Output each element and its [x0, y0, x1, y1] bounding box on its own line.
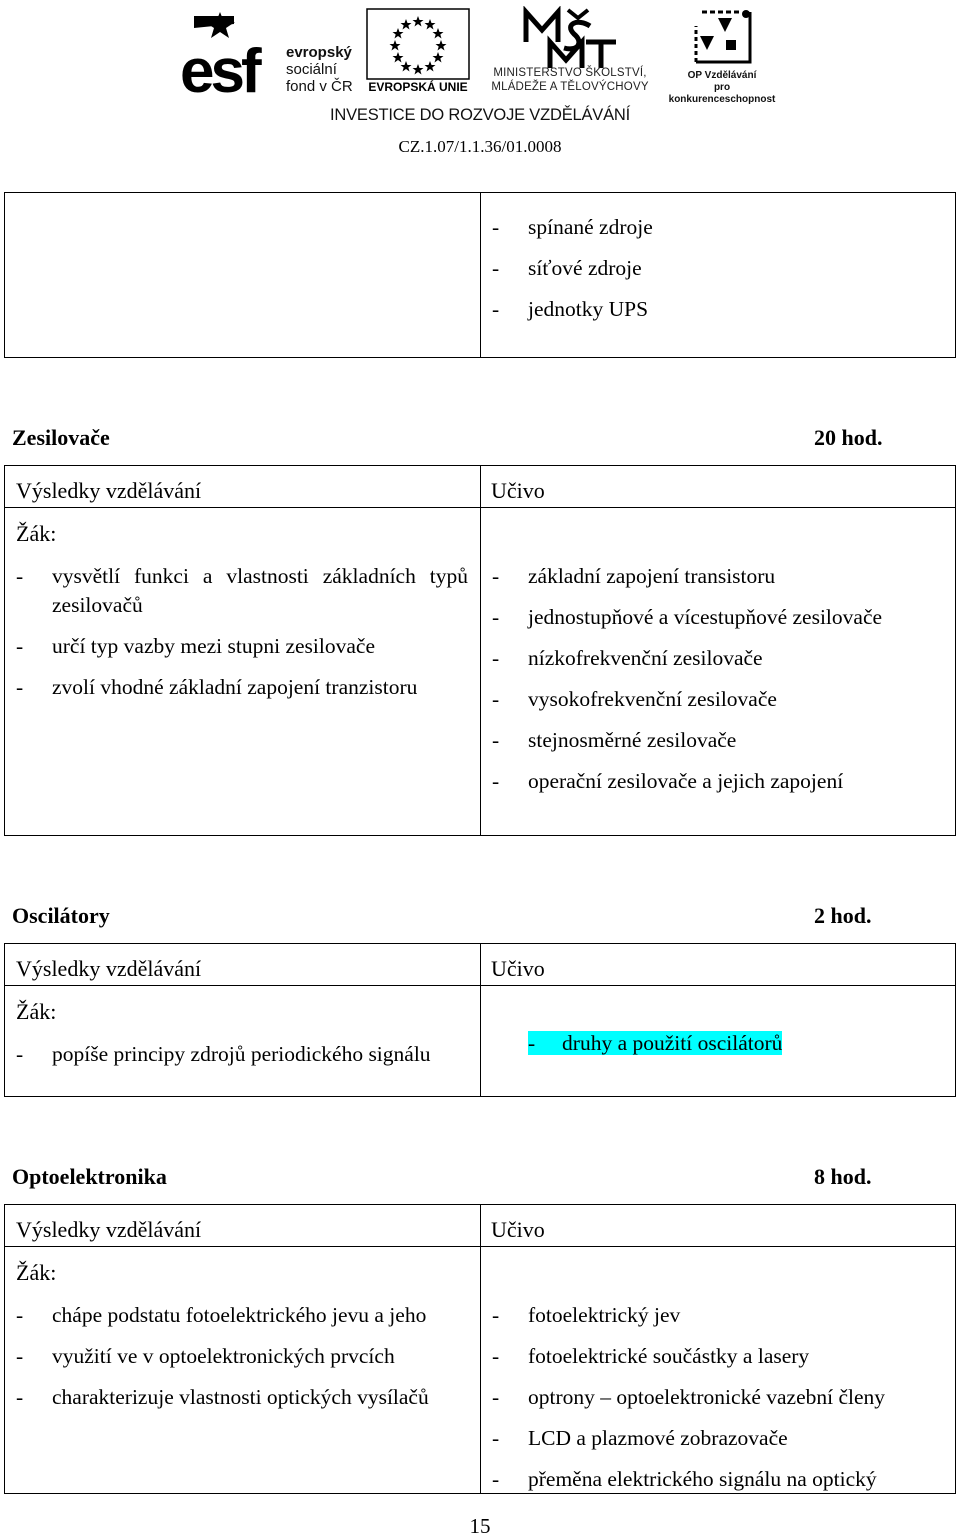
list-item: - přeměna elektrického signálu na optický	[492, 1467, 877, 1491]
column-header-topics: Učivo	[491, 956, 545, 981]
list-item: - zvolí vhodné základní zapojení tranzistoru	[16, 675, 418, 699]
column-header-topics: Učivo	[491, 1217, 545, 1242]
op-logo-text: OP Vzdělávání pro konkurenceschopnost	[668, 70, 776, 105]
list-item: - optrony – optoelektronické vazební členy	[492, 1385, 886, 1409]
list-item: - fotoelektrické součástky a lasery	[492, 1344, 810, 1368]
header-row-divider	[5, 507, 955, 508]
page-number: 15	[469, 1514, 491, 1538]
table-oscilatory	[4, 943, 956, 1097]
investice-slogan: INVESTICE DO ROZVOJE VZDĚLÁVÁNÍ	[329, 106, 631, 124]
section-title-oscilatory: Oscilátory	[12, 903, 110, 928]
section-hours-optoelektronika: 8 hod.	[814, 1164, 872, 1189]
topics-list	[492, 1295, 952, 1500]
student-label: Žák:	[16, 521, 57, 546]
table-optoelektronika	[4, 1204, 956, 1494]
column-header-outcomes: Výsledky vzdělávání	[16, 478, 202, 503]
column-header-outcomes: Výsledky vzdělávání	[16, 1217, 202, 1242]
list-item: - charakterizuje vlastnosti optických vysílačů	[16, 1385, 429, 1409]
op-logo-icon	[688, 6, 764, 70]
esf-logo-text: evropský sociální fond v ČR	[286, 44, 353, 95]
list-item: - síťové zdroje	[492, 256, 642, 280]
list-item: - spínané zdroje	[492, 215, 653, 239]
list-item: - jednotky UPS	[492, 297, 649, 321]
list-item: - chápe podstatu fotoelektrického jevu a jeho	[16, 1303, 427, 1327]
top-table	[4, 192, 956, 358]
header-logos	[0, 0, 960, 160]
section-title-optoelektronika: Optoelektronika	[12, 1164, 167, 1189]
msmt-logo-icon	[520, 6, 620, 70]
column-divider	[480, 466, 481, 835]
msmt-logo-text: MINISTERSTVO ŠKOLSTVÍ, MLÁDEŽE A TĚLOVÝCHOVY	[491, 67, 649, 93]
list-item: - LCD a plazmové zobrazovače	[492, 1426, 788, 1450]
column-divider	[480, 193, 481, 357]
highlighted-text: - druhy a použití oscilátorů	[528, 1031, 783, 1055]
list-item: - operační zesilovače a jejich zapojení	[492, 769, 844, 793]
section-title-zesilovace: Zesilovače	[12, 425, 110, 450]
outcomes-list	[16, 562, 468, 702]
eu-label: EVROPSKÁ UNIE	[368, 80, 468, 94]
list-item: - využití ve v optoelektronických prvcích	[16, 1344, 395, 1368]
header-row-divider	[5, 985, 955, 986]
list-item: - vysvětlí funkci a vlastnosti základních typů zesilovačů	[16, 564, 468, 617]
column-divider	[480, 944, 481, 1096]
list-item: - popíše principy zdrojů periodického signálu	[16, 1042, 431, 1066]
section-hours-oscilatory: 2 hod.	[814, 903, 872, 928]
esf-logo-icon	[180, 8, 280, 96]
list-item: - jednostupňové a vícestupňové zesilovače	[492, 605, 883, 629]
table-zesilovace	[4, 465, 956, 836]
section-hours-zesilovace: 20 hod.	[814, 425, 883, 450]
list-item: - stejnosměrné zesilovače	[492, 728, 737, 752]
list-item: - nízkofrekvenční zesilovače	[492, 646, 763, 670]
header-row-divider	[5, 1246, 955, 1247]
list-item	[492, 1028, 952, 1058]
topics-list	[492, 1028, 952, 1058]
outcomes-list	[16, 1040, 468, 1069]
student-label: Žák:	[16, 999, 57, 1024]
project-code: CZ.1.07/1.1.36/01.0008	[398, 137, 562, 156]
column-divider	[480, 1205, 481, 1493]
outcomes-list	[16, 1301, 456, 1412]
top-topics-list	[492, 207, 942, 330]
student-label: Žák:	[16, 1260, 57, 1285]
column-header-outcomes: Výsledky vzdělávání	[16, 956, 202, 981]
list-item: - fotoelektrický jev	[492, 1303, 681, 1327]
svg-text:esf: esf	[180, 37, 258, 96]
topics-list	[492, 556, 952, 802]
list-item: - základní zapojení transistoru	[492, 564, 776, 588]
list-item: - určí typ vazby mezi stupni zesilovače	[16, 634, 375, 658]
list-item: - vysokofrekvenční zesilovače	[492, 687, 777, 711]
column-header-topics: Učivo	[491, 478, 545, 503]
